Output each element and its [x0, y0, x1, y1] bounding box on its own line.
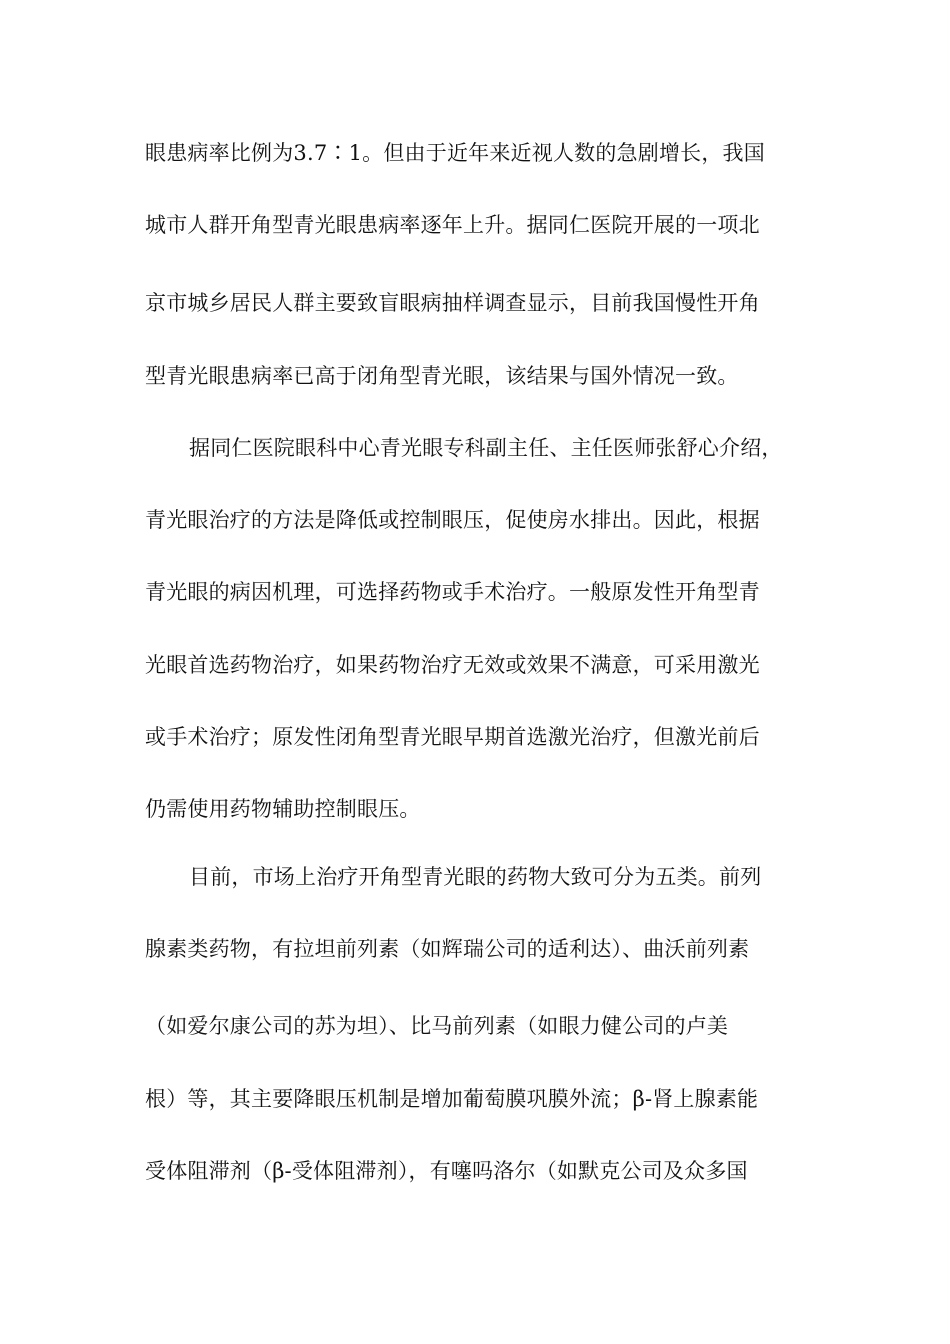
- text-line: 型青光眼患病率已高于闭角型青光眼，该结果与国外情况一致。: [145, 364, 739, 388]
- text-line: 眼患病率比例为3.7∶1。但由于近年来近视人数的急剧增长，我国: [145, 141, 765, 165]
- text-line: 受体阻滞剂（β-受体阻滞剂），有噻吗洛尔（如默克公司及众多国: [145, 1159, 748, 1183]
- text-line: 青光眼的病因机理，可选择药物或手术治疗。一般原发性开角型青: [145, 580, 760, 604]
- text-line: 青光眼治疗的方法是降低或控制眼压，促使房水排出。因此，根据: [145, 508, 760, 532]
- text-line: 或手术治疗；原发性闭角型青光眼早期首选激光治疗，但激光前后: [145, 725, 760, 749]
- text-line: 仍需使用药物辅助控制眼压。: [145, 797, 421, 821]
- text-line: 光眼首选药物治疗，如果药物治疗无效或效果不满意，可采用激光: [145, 653, 760, 677]
- text-line: （如爱尔康公司的苏为坦）、比马前列素（如眼力健公司的卢美: [145, 1014, 729, 1038]
- text-line: 城市人群开角型青光眼患病率逐年上升。据同仁医院开展的一项北: [145, 213, 760, 237]
- paragraph-first-line: 据同仁医院眼科中心青光眼专科副主任、主任医师张舒心介绍，: [189, 436, 783, 460]
- text-line: 京市城乡居民人群主要致盲眼病抽样调查显示，目前我国慢性开角: [145, 291, 760, 315]
- paragraph-first-line: 目前，市场上治疗开角型青光眼的药物大致可分为五类。前列: [189, 865, 762, 889]
- text-line: 根）等，其主要降眼压机制是增加葡萄膜巩膜外流；β-肾上腺素能: [145, 1087, 759, 1111]
- text-line: 腺素类药物，有拉坦前列素（如辉瑞公司的适利达）、曲沃前列素: [145, 937, 750, 961]
